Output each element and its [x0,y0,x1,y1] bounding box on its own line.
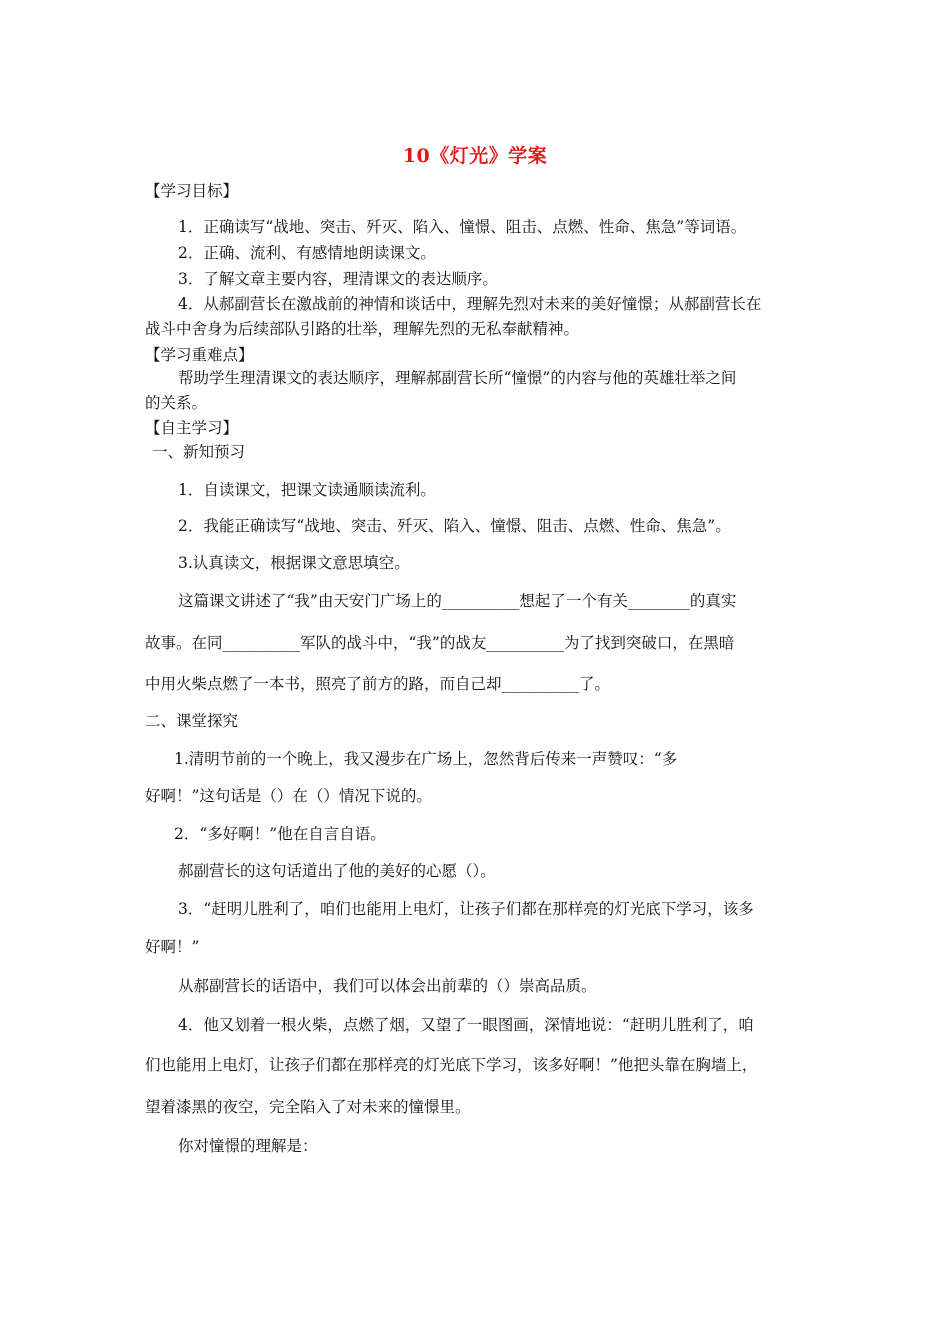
explore-subheading: 二、课堂探究 [145,712,239,730]
question-4-line-3: 望着漆黑的夜空，完全陷入了对未来的憧憬里。 [145,1098,471,1116]
question-2-line-1: 2．“多好啊！”他在自言自语。 [174,825,386,843]
preview-item-3: 3.认真读文，根据课文意思填空。 [178,554,410,572]
key-points-line-1: 帮助学生理清课文的表达顺序，理解郝副营长所“憧憬”的内容与他的英雄壮举之间 [178,369,737,387]
question-3-line-3: 从郝副营长的话语中，我们可以体会出前辈的（）崇高品质。 [178,977,597,995]
preview-subheading: 一、新知预习 [152,443,246,461]
key-points-heading: 【学习重难点】 [145,346,254,364]
goal-4-line-2: 战斗中舍身为后续部队引路的壮举，理解先烈的无私奉献精神。 [145,320,580,338]
question-4-prompt: 你对憧憬的理解是： [178,1137,318,1155]
question-1-line-2: 好啊！”这句话是（）在（）情况下说的。 [145,787,432,805]
fill-blank-line-2: 故事。在同__________军队的战斗中，“我”的战友__________为了找到突破口，在黑暗 [145,634,735,652]
preview-item-2: 2．我能正确读写“战地、突击、歼灭、陷入、憧憬、阻击、点燃、性命、焦急”。 [178,517,731,535]
fill-blank-line-3: 中用火柴点燃了一本书，照亮了前方的路，而自己却__________了。 [145,675,611,693]
preview-item-1: 1．自读课文，把课文读通顺读流利。 [178,481,436,499]
self-study-heading: 【自主学习】 [145,419,239,437]
goals-heading: 【学习目标】 [145,182,239,200]
goal-2: 2．正确、流利、有感情地朗读课文。 [178,244,436,262]
question-3-line-1: 3．“赶明儿胜利了，咱们也能用上电灯，让孩子们都在那样亮的灯光底下学习，该多 [178,900,754,918]
question-3-line-2: 好啊！” [145,938,200,956]
goal-3: 3．了解文章主要内容，理清课文的表达顺序。 [178,270,498,288]
question-1-line-1: 1.清明节前的一个晚上，我又漫步在广场上，忽然背后传来一声赞叹：“多 [174,750,678,768]
key-points-line-2: 的关系。 [145,394,208,412]
page-title: 10《灯光》学案 [402,145,548,167]
goal-4-line-1: 4．从郝副营长在激战前的神情和谈话中，理解先烈对未来的美好憧憬；从郝副营长在 [178,295,762,313]
goal-1: 1．正确读写“战地、突击、歼灭、陷入、憧憬、阻击、点燃、性命、焦急”等词语。 [178,218,747,236]
question-2-line-2: 郝副营长的这句话道出了他的美好的心愿（）。 [178,862,496,880]
fill-blank-line-1: 这篇课文讲述了“我”由天安门广场上的__________想起了一个有关________的真实 [178,592,737,610]
question-4-line-1: 4．他又划着一根火柴，点燃了烟，又望了一眼图画，深情地说：“赶明儿胜利了，咱 [178,1016,754,1034]
question-4-line-2: 们也能用上电灯，让孩子们都在那样亮的灯光底下学习，该多好啊！”他把头靠在胸墙上， [145,1056,758,1074]
